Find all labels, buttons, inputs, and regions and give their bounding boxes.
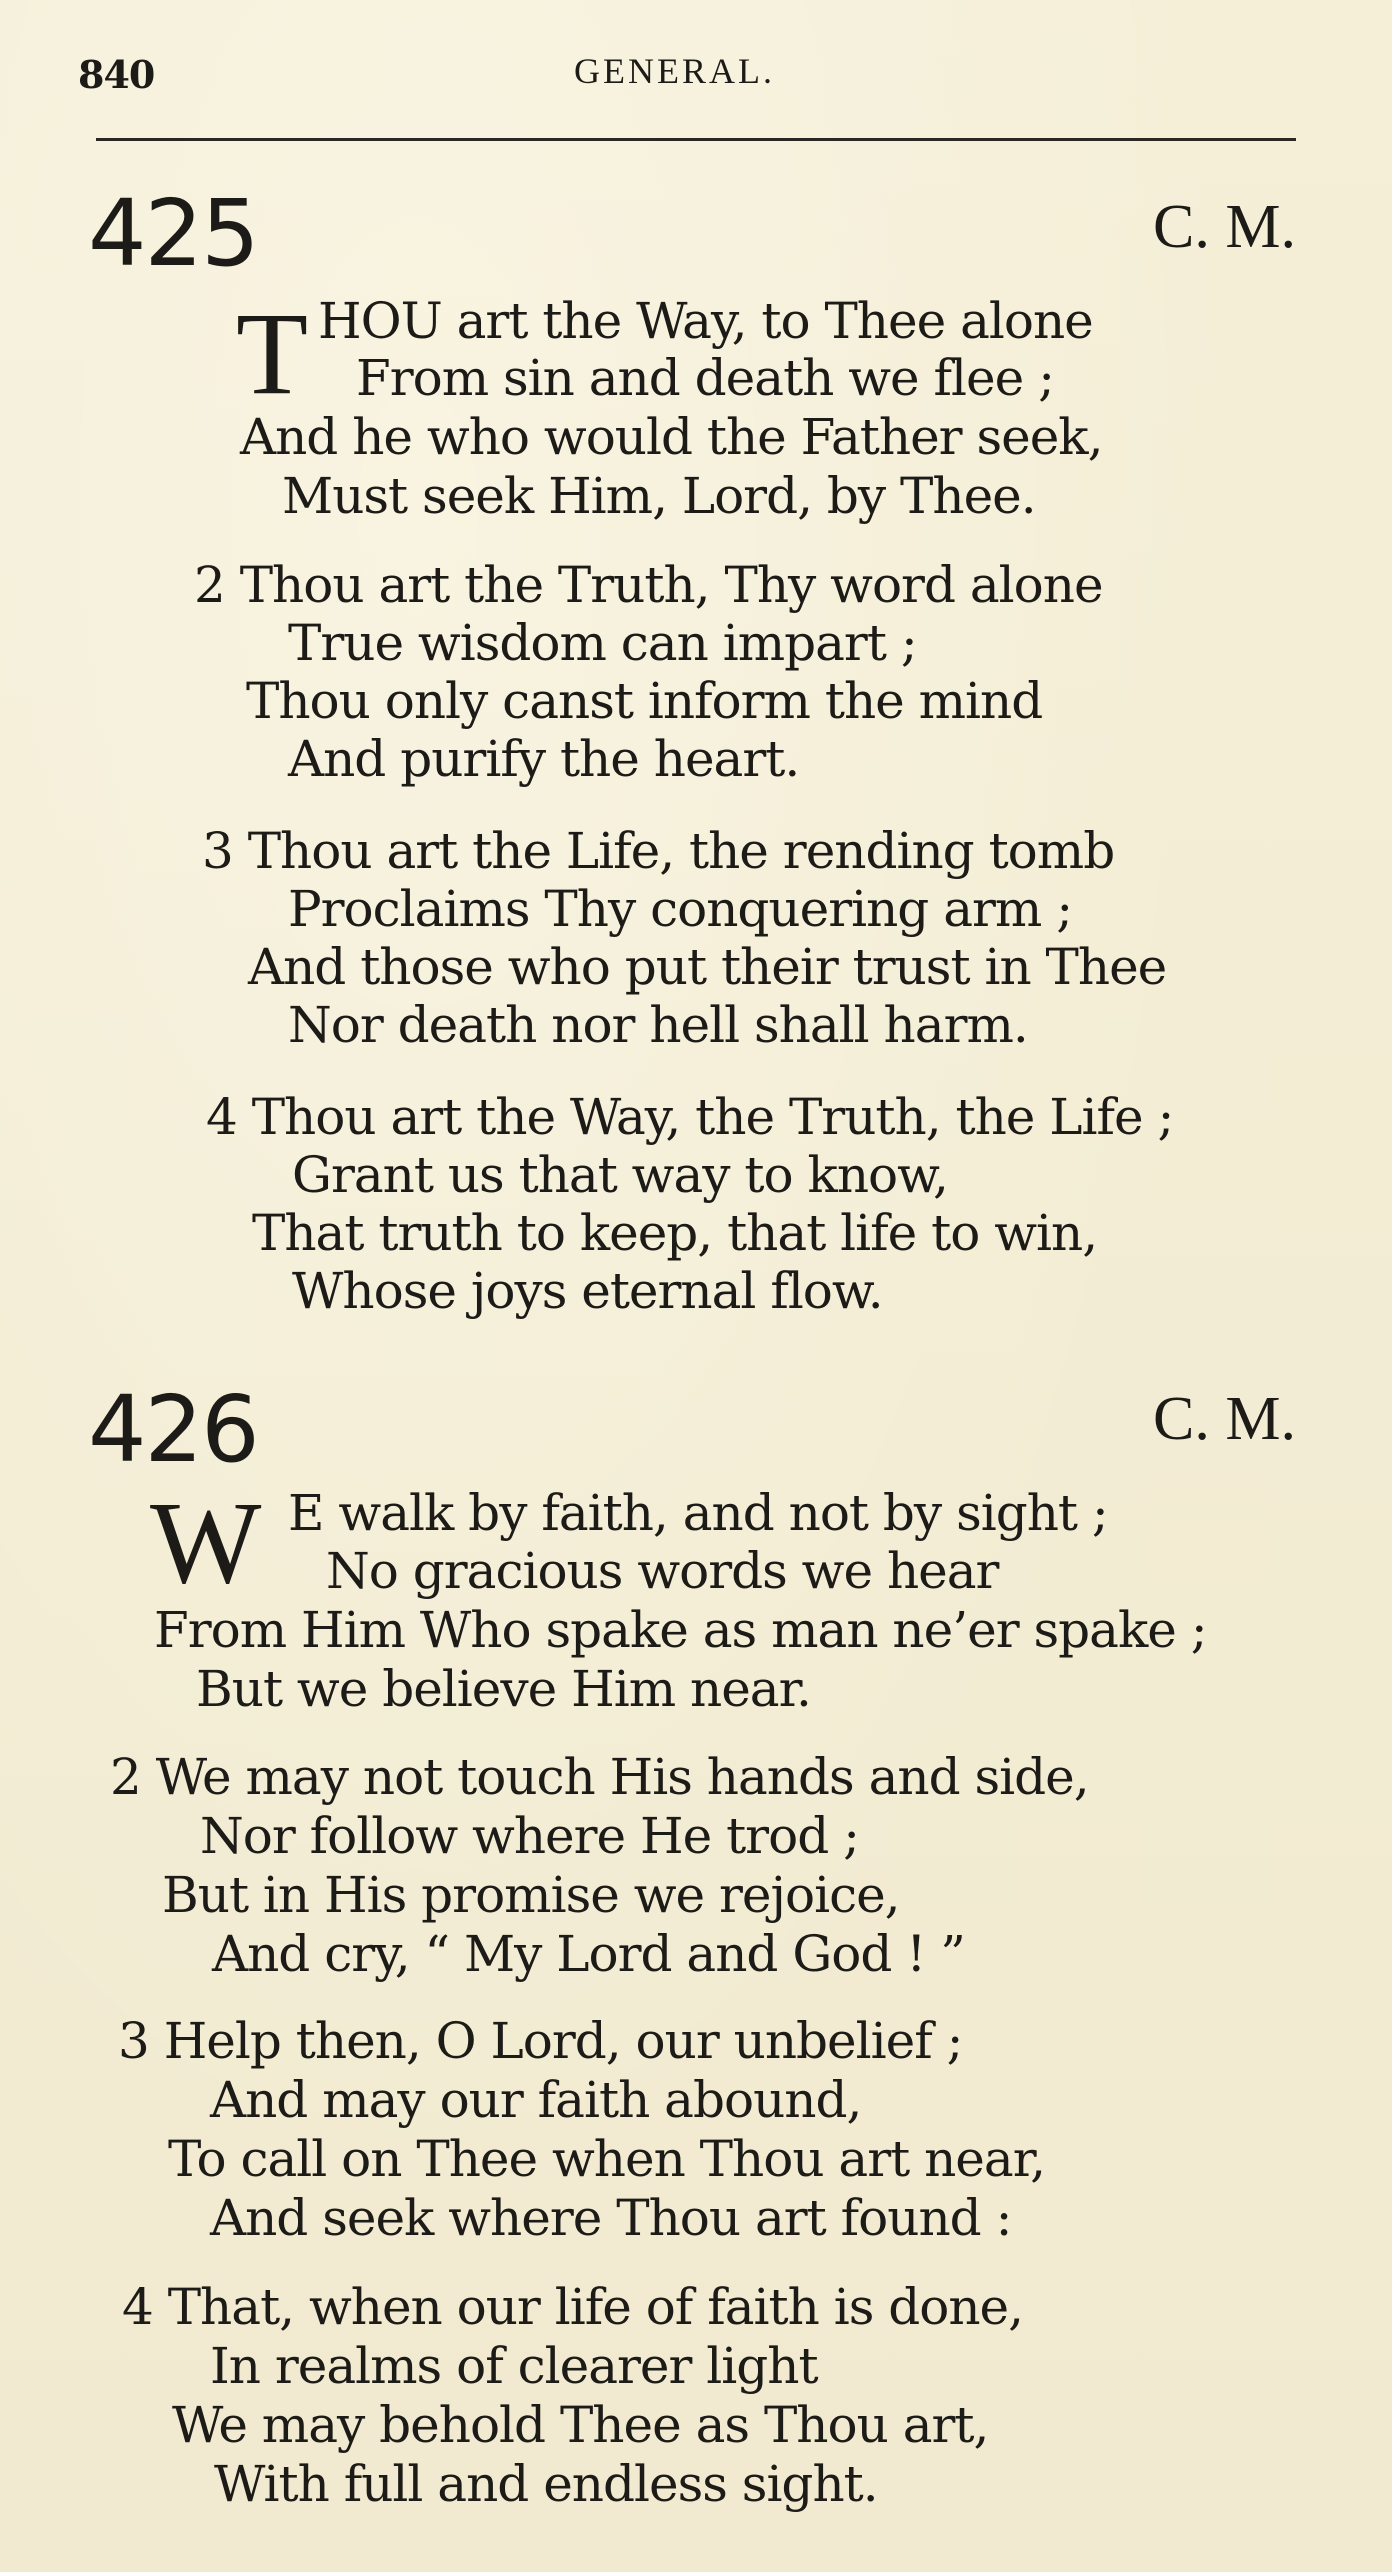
hymn-number: 425 <box>88 180 258 287</box>
drop-cap: W <box>150 1477 262 1608</box>
verse-line: 3 Help then, O Lord, our unbelief ; <box>118 2012 963 2070</box>
verse-line: 2 Thou art the Truth, Thy word alone <box>194 556 1103 614</box>
verse-line: And purify the heart. <box>288 730 800 788</box>
verse-line: From Him Who spake as man ne’er spake ; <box>154 1601 1207 1659</box>
verse-line: And may our faith abound, <box>210 2071 862 2129</box>
verse-line: E walk by faith, and not by sight ; <box>288 1484 1108 1542</box>
page-number: 840 <box>78 52 155 97</box>
verse-line: With full and endless sight. <box>214 2455 878 2513</box>
verse-line: We may behold Thee as Thou art, <box>172 2396 989 2454</box>
verse-line: Must seek Him, Lord, by Thee. <box>282 467 1036 525</box>
drop-cap: T <box>236 288 309 419</box>
header-rule <box>96 138 1296 141</box>
verse-line: And seek where Thou art found : <box>210 2189 1012 2247</box>
verse-line: Thou only canst inform the mind <box>246 672 1043 730</box>
verse-line: 3 Thou art the Life, the rending tomb <box>202 822 1115 880</box>
verse-line: Nor follow where He trod ; <box>200 1807 859 1865</box>
verse-line: And those who put their trust in Thee <box>248 938 1167 996</box>
verse-line: Grant us that way to know, <box>292 1146 948 1204</box>
verse-line: True wisdom can impart ; <box>288 614 917 672</box>
verse-line: No gracious words we hear <box>326 1542 999 1600</box>
verse-line: Whose joys eternal flow. <box>292 1262 883 1320</box>
verse-line: But in His promise we rejoice, <box>162 1866 900 1924</box>
hymn-number: 426 <box>88 1376 258 1483</box>
hymn-meter: C. M. <box>1153 193 1296 261</box>
verse-line: From sin and death we flee ; <box>356 349 1054 407</box>
verse-line: And cry, “ My Lord and God ! ” <box>212 1925 965 1983</box>
verse-line: 2 We may not touch His hands and side, <box>110 1748 1089 1806</box>
hymn-meter: C. M. <box>1153 1385 1296 1453</box>
verse-line: Proclaims Thy conquering arm ; <box>288 880 1073 938</box>
running-title: GENERAL. <box>574 51 775 91</box>
verse-line: 4 Thou art the Way, the Truth, the Life ; <box>206 1088 1174 1146</box>
verse-line: That truth to keep, that life to win, <box>252 1204 1098 1262</box>
verse-line: Nor death nor hell shall harm. <box>288 996 1028 1054</box>
verse-line: And he who would the Father seek, <box>240 408 1103 466</box>
verse-line: HOU art the Way, to Thee alone <box>318 292 1093 350</box>
running-header <box>78 48 1298 98</box>
verse-line: In realms of clearer light <box>210 2337 818 2395</box>
verse-line: 4 That, when our life of faith is done, <box>122 2278 1024 2336</box>
verse-line: To call on Thee when Thou art near, <box>168 2130 1046 2188</box>
verse-line: But we believe Him near. <box>196 1660 811 1718</box>
